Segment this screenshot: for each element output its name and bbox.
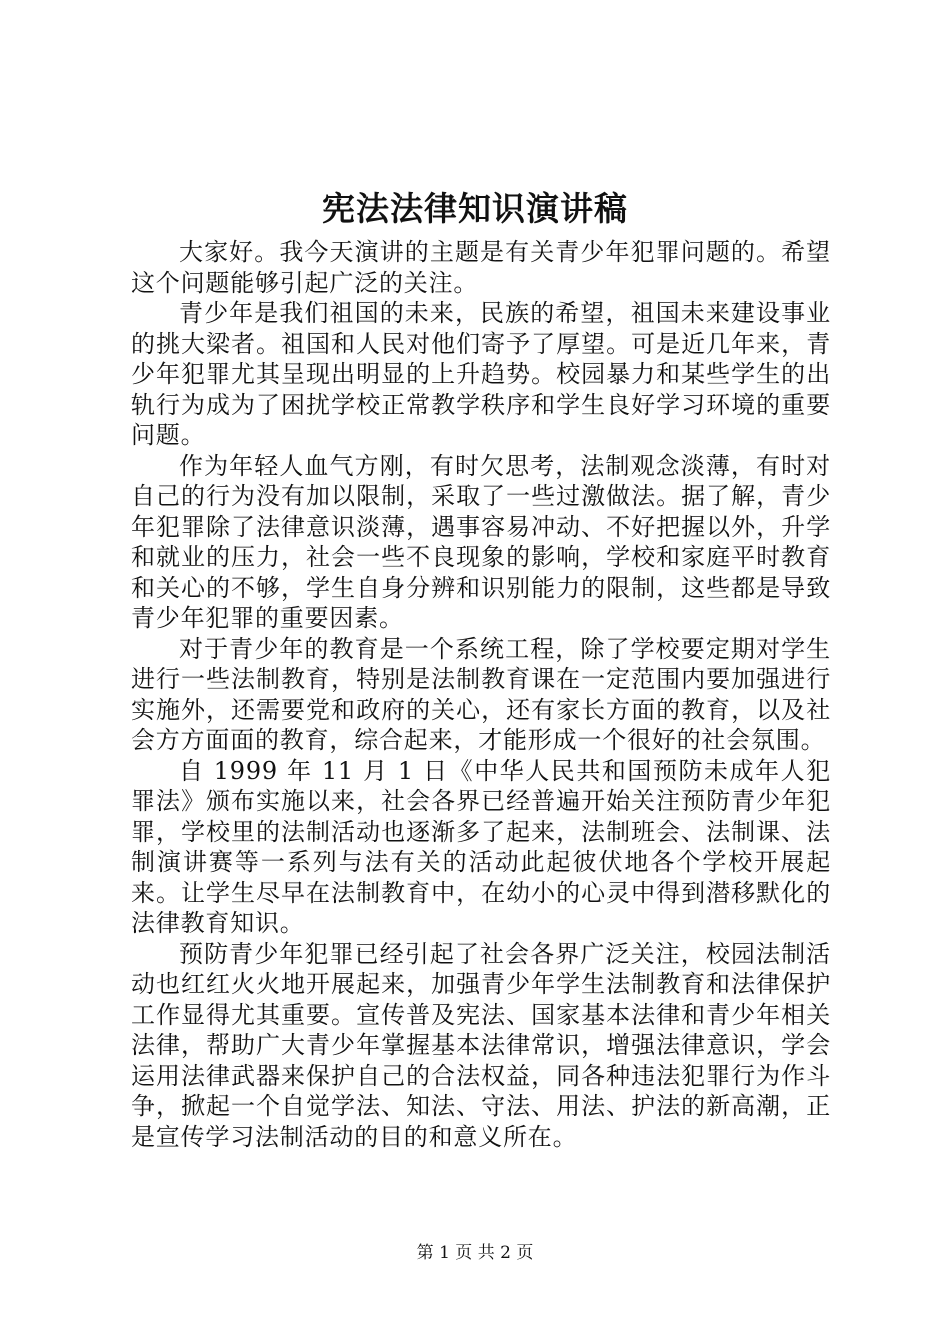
paragraph: 青少年是我们祖国的未来，民族的希望，祖国未来建设事业的挑大梁者。祖国和人民对他们寄予了厚望。可是近几年来，青少年犯罪尤其呈现出明显的上升趋势。校园暴力和某些学生的出轨行为成为了困扰学校正常教学秩序和学生良好学习环境的重要问题。 <box>131 299 831 449</box>
paragraph: 对于青少年的教育是一个系统工程，除了学校要定期对学生进行一些法制教育，特别是法制教育课在一定范围内要加强进行实施外，还需要党和政府的关心，还有家长方面的教育，以及社会方方面面的教育，综合起来，才能形成一个很好的社会氛围。 <box>131 634 831 754</box>
paragraph: 作为年轻人血气方刚，有时欠思考，法制观念淡薄，有时对自己的行为没有加以限制，采取了一些过激做法。据了解，青少年犯罪除了法律意识淡薄，遇事容易冲动、不好把握以外，升学和就业的压力，社会一些不良现象的影响，学校和家庭平时教育和关心的不够，学生自身分辨和识别能力的限制，这些都是导致青少年犯罪的重要因素。 <box>131 451 831 632</box>
document-body <box>131 237 831 1152</box>
page-footer: 第 1 页 共 2 页 <box>416 1243 534 1263</box>
paragraph: 预防青少年犯罪已经引起了社会各界广泛关注，校园法制活动也红红火火地开展起来，加强青少年学生法制教育和法律保护工作显得尤其重要。宣传普及宪法、国家基本法律和青少年相关法律，帮助广大青少年掌握基本法律常识，增强法律意识，学会运用法律武器来保护自己的合法权益，同各种违法犯罪行为作斗争，掀起一个自觉学法、知法、守法、用法、护法的新高潮，正是宣传学习法制活动的目的和意义所在。 <box>131 939 831 1151</box>
paragraph: 自 1999 年 11 月 1 日《中华人民共和国预防未成年人犯罪法》颁布实施以来，社会各界已经普遍开始关注预防青少年犯罪，学校里的法制活动也逐渐多了起来，法制班会、法制课、法制演讲赛等一系列与法有关的活动此起彼伏地各个学校开展起来。让学生尽早在法制教育中，在幼小的心灵中得到潜移默化的法律教育知识。 <box>131 756 831 937</box>
document-title: 宪法法律知识演讲稿 <box>322 189 628 228</box>
paragraph: 大家好。我今天演讲的主题是有关青少年犯罪问题的。希望这个问题能够引起广泛的关注。 <box>131 238 831 297</box>
